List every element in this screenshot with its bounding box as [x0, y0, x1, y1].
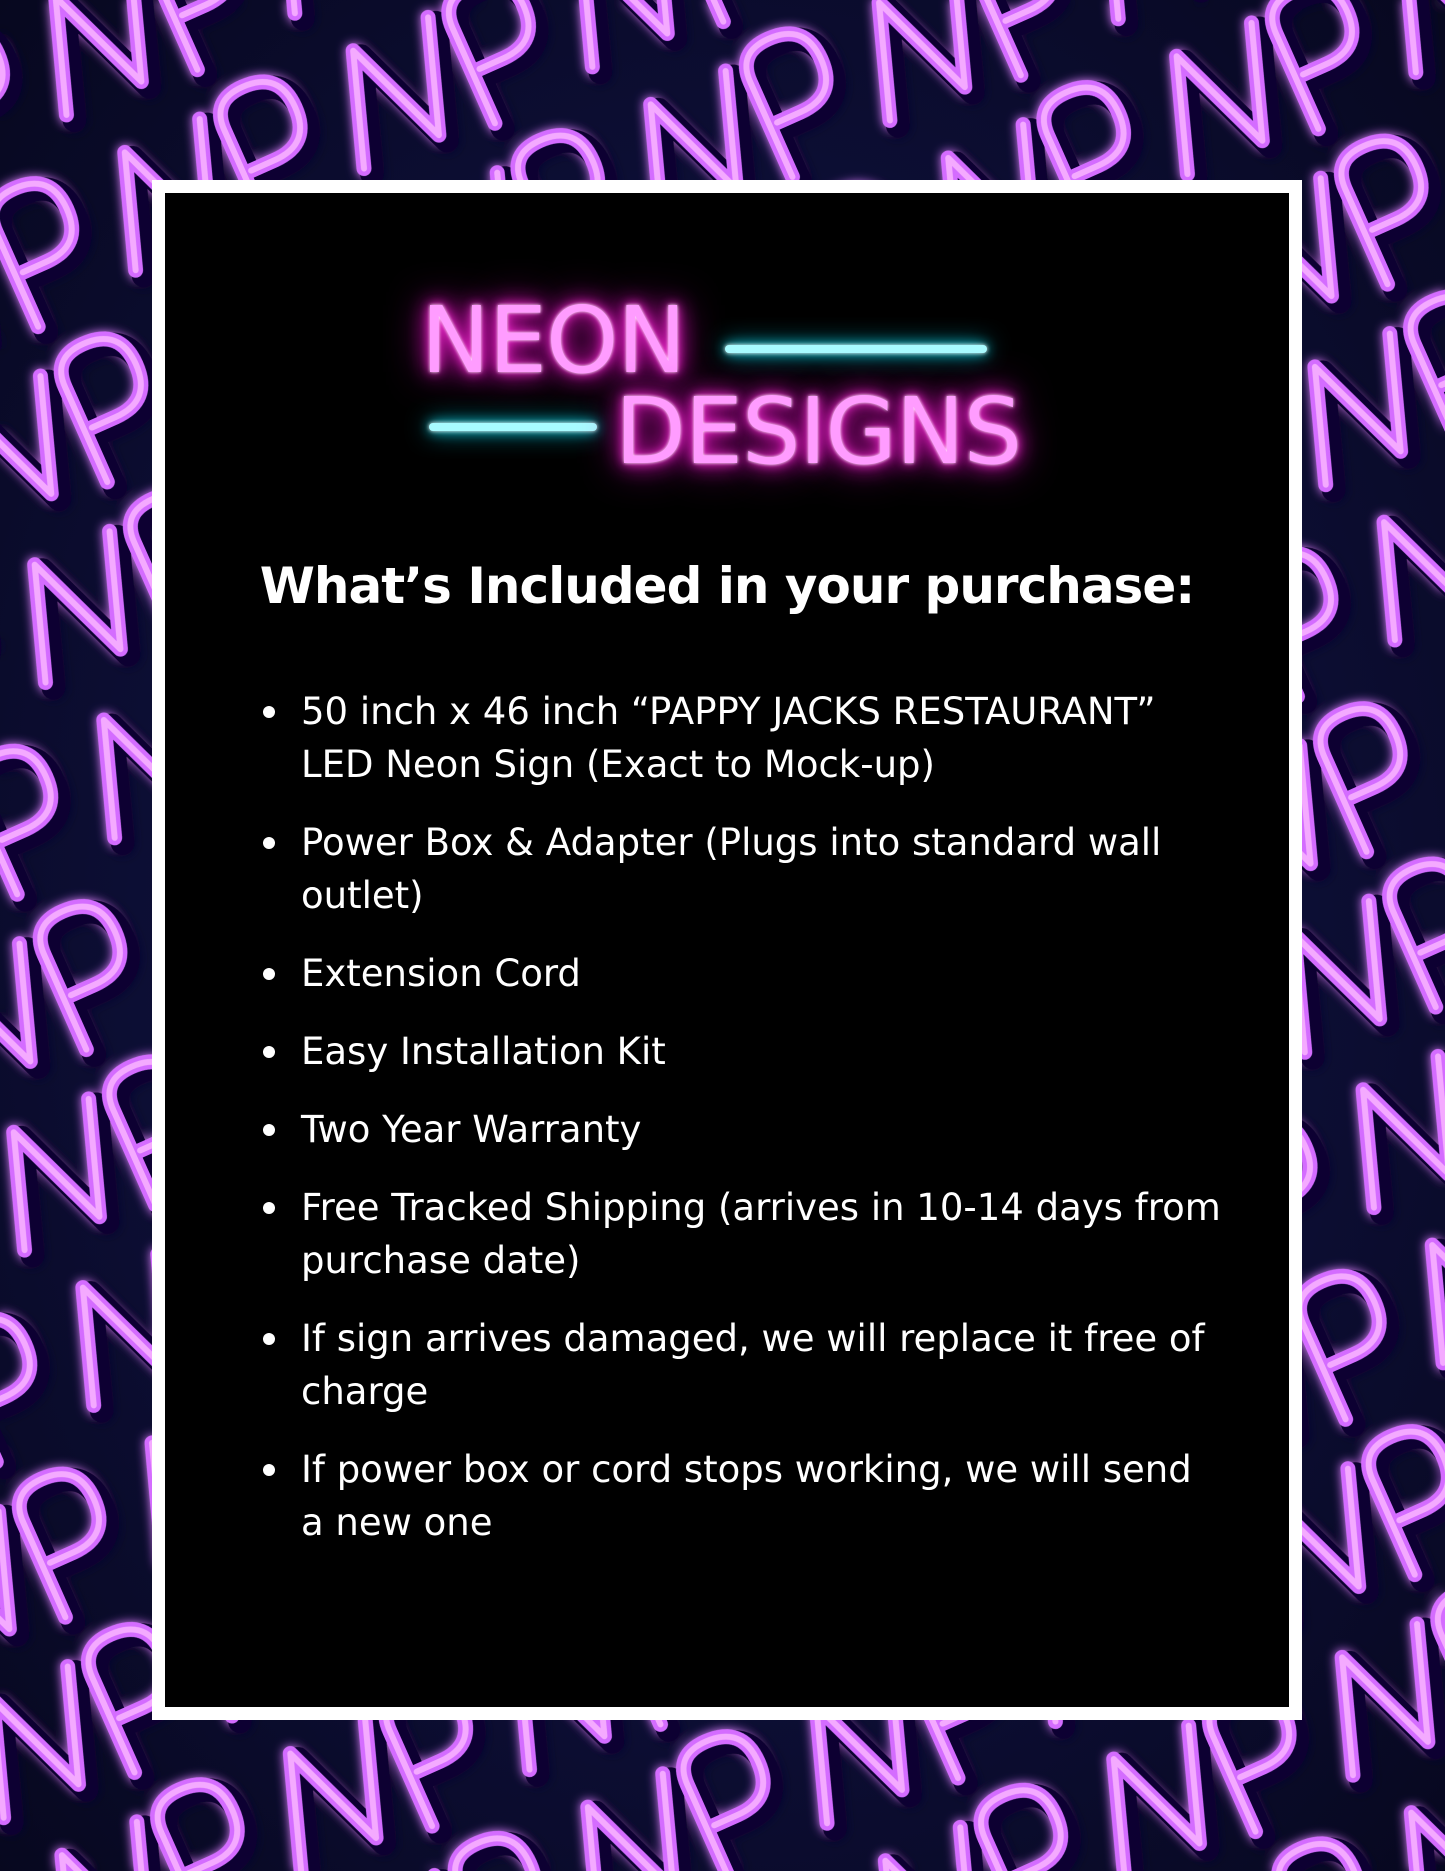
white-frame — [152, 180, 1302, 1720]
neon-designs-logo — [165, 193, 1289, 493]
list-item: If power box or cord stops working, we will send a new one — [261, 1443, 1221, 1549]
list-item: Easy Installation Kit — [261, 1025, 1221, 1078]
logo-cyan-bar-bottom — [429, 423, 597, 431]
list-item: Power Box & Adapter (Plugs into standard wall outlet) — [261, 816, 1221, 922]
list-item: 50 inch x 46 inch “PAPPY JACKS RESTAURANT” LED Neon Sign (Exact to Mock-up) — [261, 685, 1221, 791]
logo-word-neon: NEON — [421, 287, 686, 394]
list-item: If sign arrives damaged, we will replace it free of charge — [261, 1312, 1221, 1418]
page-heading: What’s Included in your purchase: — [259, 557, 1195, 615]
list-item: Free Tracked Shipping (arrives in 10-14 days from purchase date) — [261, 1181, 1221, 1287]
logo-word-designs: DESIGNS — [615, 378, 1022, 485]
logo-cyan-bar-top — [725, 345, 987, 353]
list-item: Two Year Warranty — [261, 1103, 1221, 1156]
info-panel — [165, 193, 1289, 1707]
included-items-list — [261, 685, 1221, 1574]
list-item: Extension Cord — [261, 947, 1221, 1000]
